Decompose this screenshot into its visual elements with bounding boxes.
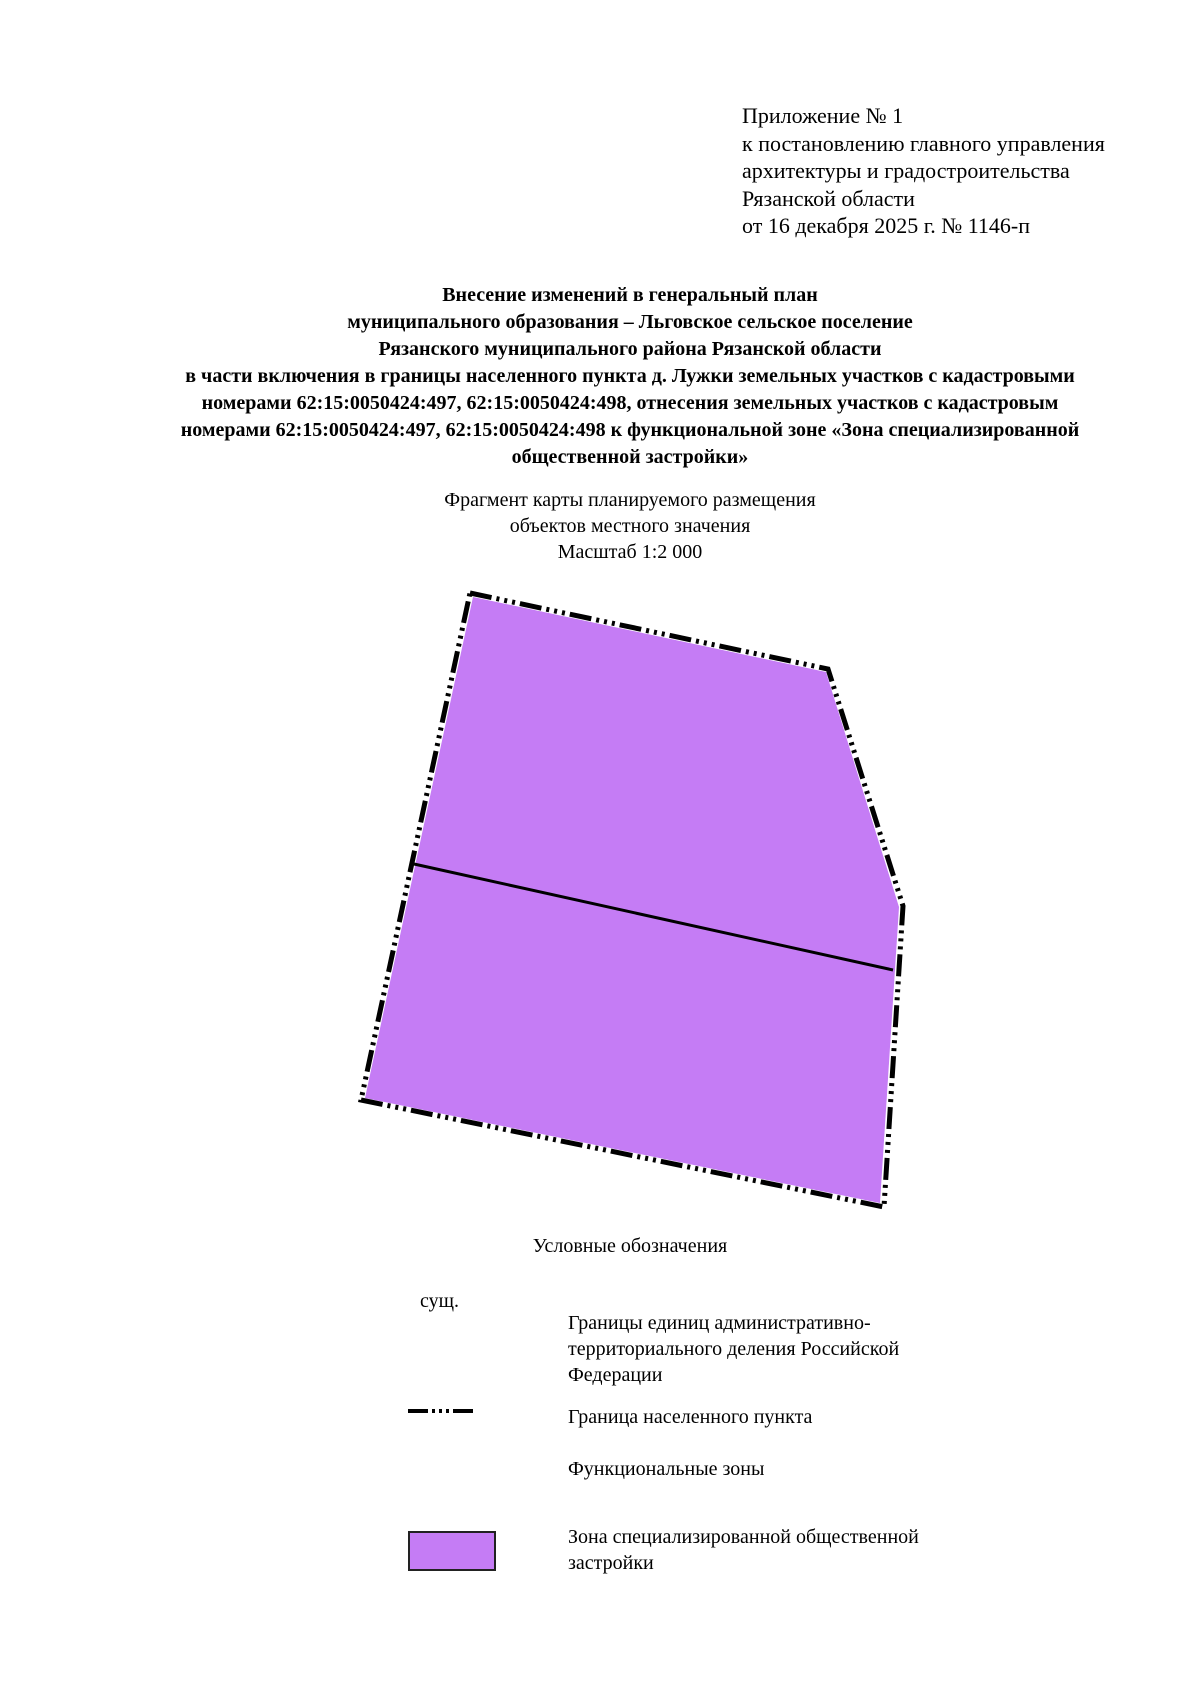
appendix-line: от 16 декабря 2025 г. № 1146-п (742, 213, 1031, 238)
title-line: номерами 62:15:0050424:497, 62:15:0050424:498, отнесения земельных участков с кадастровым (201, 392, 1059, 414)
legend-existing-label: сущ. (420, 1290, 460, 1312)
title-line: номерами 62:15:0050424:497, 62:15:0050424:498 к функциональной зоне «Зона специализированной (180, 419, 1080, 441)
title-line: Внесение изменений в генеральный план (442, 284, 818, 306)
map-scale: Масштаб 1:2 000 (557, 541, 703, 563)
appendix-line: архитектуры и градостроительства (742, 158, 1070, 183)
specialized-zone-area (365, 597, 899, 1203)
legend-settlement-border-symbol (406, 1405, 478, 1417)
title-line: Рязанского муниципального района Рязанской области (378, 338, 882, 360)
title-line: общественной застройки» (511, 446, 749, 468)
legend-admin-borders-label: Границы единиц административно-территориального деления Российской Федерации (568, 1312, 900, 1386)
subtitle-line: объектов местного значения (509, 515, 751, 537)
title-line: в части включения в границы населенного пункта д. Лужки земельных участков с кадастровыми (185, 365, 1075, 387)
title-line: муниципального образования – Льговское сельское поселение (347, 311, 913, 333)
legend-title: Условные обозначения (532, 1235, 728, 1257)
legend-specialized-zone-swatch (408, 1531, 496, 1571)
legend-functional-zones-label: Функциональные зоны (568, 1458, 765, 1480)
appendix-line: Рязанской области (742, 185, 915, 211)
appendix-line: к постановлению главного управления (742, 130, 1105, 156)
appendix-line: Приложение № 1 (742, 103, 904, 128)
legend-specialized-zone-label: Зона специализированной общественной застройки (568, 1526, 919, 1574)
legend-settlement-border-label: Граница населенного пункта (568, 1406, 813, 1428)
subtitle-line: Фрагмент карты планируемого размещения (444, 489, 816, 511)
